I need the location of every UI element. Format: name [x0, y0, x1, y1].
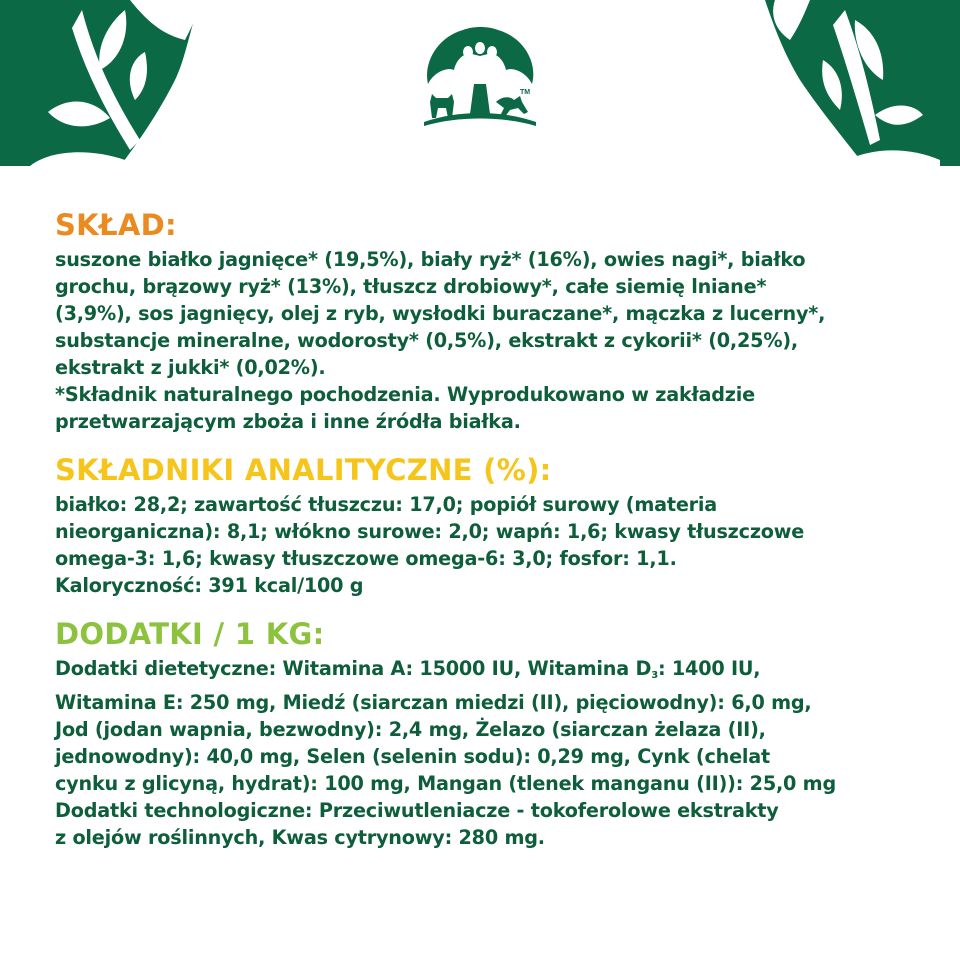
- calorie-line: Kaloryczność: 391 kcal/100 g: [55, 574, 364, 597]
- additives-line: z olejów roślinnych, Kwas cytrynowy: 280 mg.: [55, 826, 545, 849]
- composition-line: suszone białko jagnięce* (19,5%), biały ryż* (16%), owies nagi*, białko: [55, 248, 806, 271]
- additives-line-post: : 1400 IU,: [657, 657, 761, 680]
- additives-line: Dodatki technologiczne: Przeciwutleniacze - tokoferolowe ekstrakty: [55, 799, 779, 822]
- label-content: [55, 208, 935, 869]
- additives-line: jednowodny): 40,0 mg, Selen (selenin sodu): 0,29 mg, Cynk (chelat: [55, 745, 770, 768]
- additives-heading: DODATKI / 1 KG:: [55, 617, 325, 651]
- composition-line: ekstrakt z jukki* (0,02%).: [55, 356, 326, 379]
- analytical-line: omega-3: 1,6; kwasy tłuszczowe omega-6: 3,0; fosfor: 1,1.: [55, 547, 677, 570]
- svg-text:TM: TM: [520, 89, 531, 96]
- composition-text: [55, 246, 935, 435]
- additives-line: Jod (jodan wapnia, bezwodny): 2,4 mg, Żelazo (siarczan żelaza (II),: [55, 718, 766, 741]
- subscript-3: 3: [651, 670, 658, 681]
- analytical-heading: SKŁADNIKI ANALITYCZNE (%):: [55, 453, 552, 487]
- section-analytical: [55, 453, 935, 599]
- composition-footnote: przetwarzającym zboża i inne źródła białka.: [55, 410, 521, 433]
- leaf-corner-left-icon: [0, 0, 225, 166]
- composition-line: grochu, brązowy ryż* (13%), tłuszcz drobiowy*, całe siemię lniane*: [55, 275, 767, 298]
- composition-line: substancje mineralne, wodorosty* (0,5%), ekstrakt z cykorii* (0,25%),: [55, 329, 799, 352]
- additives-line: [55, 655, 935, 689]
- composition-footnote: *Składnik naturalnego pochodzenia. Wyprodukowano w zakładzie: [55, 383, 755, 406]
- additives-line-pre: Dodatki dietetyczne: Witamina A: 15000 IU, Witamina D: [55, 657, 652, 680]
- composition-heading: SKŁAD:: [55, 208, 177, 242]
- analytical-text: [55, 491, 935, 599]
- section-additives: [55, 617, 935, 851]
- composition-line: (3,9%), sos jagnięcy, olej z ryb, wysłodki buraczane*, mączka z lucerny*,: [55, 302, 826, 325]
- tree-paw-logo-icon: [418, 22, 542, 128]
- additives-text: [55, 655, 935, 851]
- analytical-line: nieorganiczna): 8,1; włókno surowe: 2,0; wapń: 1,6; kwasy tłuszczowe: [55, 520, 805, 543]
- additives-line: Witamina E: 250 mg, Miedź (siarczan miedzi (II), pięciowodny): 6,0 mg,: [55, 691, 812, 714]
- section-composition: [55, 208, 935, 435]
- leaf-corner-right-icon: [745, 0, 960, 166]
- analytical-line: białko: 28,2; zawartość tłuszczu: 17,0; popiół surowy (materia: [55, 493, 718, 516]
- additives-line: cynku z glicyną, hydrat): 100 mg, Mangan (tlenek manganu (II)): 25,0 mg: [55, 772, 837, 795]
